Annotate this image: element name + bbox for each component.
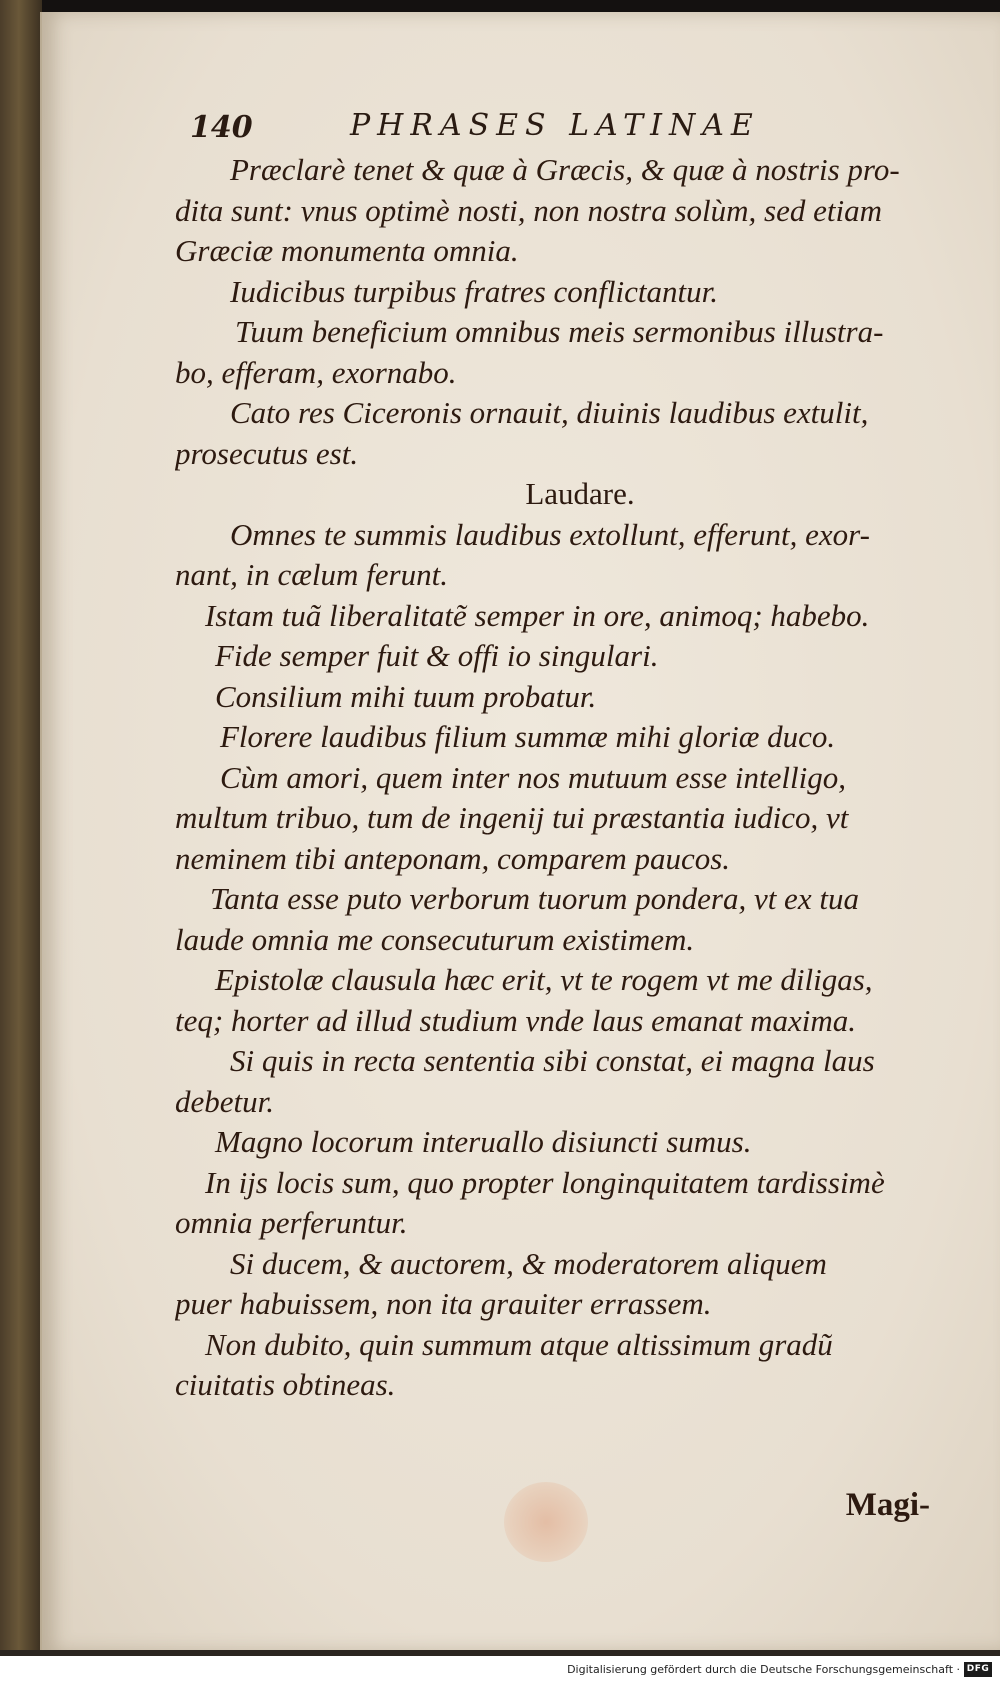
paper-stain (504, 1482, 588, 1562)
text-line: neminem tibi anteponam, comparem paucos. (175, 840, 731, 876)
text-line: debetur. (175, 1083, 275, 1119)
section-heading: Laudare. (525, 476, 635, 511)
text-line: Si ducem, & auctorem, & moderatorem aliquem (230, 1245, 827, 1281)
text-line: dita sunt: vnus optimè nosti, non nostra solùm, sed etiam (175, 192, 882, 228)
text-line: Fide semper fuit & offi io singulari. (215, 638, 659, 673)
text-line: Iudicibus turpibus fratres conflictantur. (230, 273, 718, 309)
page-number: 140 (190, 110, 253, 145)
text-line: Cùm amori, quem inter nos mutuum esse intelligo, (220, 759, 846, 795)
text-line: omnia perferuntur. (175, 1205, 408, 1240)
text-line: ciuitatis obtineas. (175, 1367, 396, 1402)
text-line: teq; horter ad illud studium vnde laus emanat maxima. (175, 1002, 857, 1038)
text-line: Omnes te summis laudibus extollunt, efferunt, exor- (230, 516, 870, 552)
text-line: Consilium mihi tuum probatur. (215, 678, 597, 714)
text-line: bo, efferam, exornabo. (175, 354, 457, 390)
text-line: Cato res Ciceronis ornauit, diuinis laudibus extulit, (230, 395, 869, 430)
text-line: Tanta esse puto verborum tuorum pondera, vt ex tua (210, 881, 859, 916)
text-line: multum tribuo, tum de ingenij tui præstantia iudico, vt (175, 800, 849, 835)
book-edge-left (0, 0, 42, 1650)
text-line: Non dubito, quin summum atque altissimum gradũ (205, 1326, 833, 1362)
text-line: laude omnia me consecuturum existimem. (175, 921, 695, 957)
digitization-credit: Digitalisierung gefördert durch die Deutsche Forschungsgemeinschaft · (567, 1663, 960, 1676)
page-header (190, 106, 770, 150)
body-text (175, 150, 945, 1406)
text-line: In ijs locis sum, quo propter longinquitatem tardissimè (205, 1164, 885, 1200)
text-line: Florere laudibus filium summæ mihi gloriæ duco. (220, 719, 836, 754)
footer-divider (0, 1650, 1000, 1656)
running-title: PHRASES LATINAE (350, 108, 760, 143)
text-line: puer habuissem, non ita grauiter errassem. (175, 1286, 712, 1321)
text-line: nant, in cælum ferunt. (175, 557, 448, 592)
dfg-logo: DFG (964, 1662, 992, 1677)
catchword: Magi- (845, 1487, 930, 1523)
text-line: Epistolæ clausula hæc erit, vt te rogem vt me diligas, (215, 962, 873, 997)
text-line: Græciæ monumenta omnia. (175, 233, 519, 268)
text-line: prosecutus est. (175, 435, 359, 471)
text-line: Præclarè tenet & quæ à Græcis, & quæ à nostris pro- (230, 152, 900, 187)
text-line: Tuum beneficium omnibus meis sermonibus illustra- (235, 314, 884, 349)
text-line: Istam tuã liberalitatẽ semper in ore, animoq; habebo. (205, 597, 870, 633)
text-line: Si quis in recta sententia sibi constat, ei magna laus (230, 1043, 875, 1078)
text-line: Magno locorum interuallo disiuncti sumus. (215, 1124, 752, 1159)
